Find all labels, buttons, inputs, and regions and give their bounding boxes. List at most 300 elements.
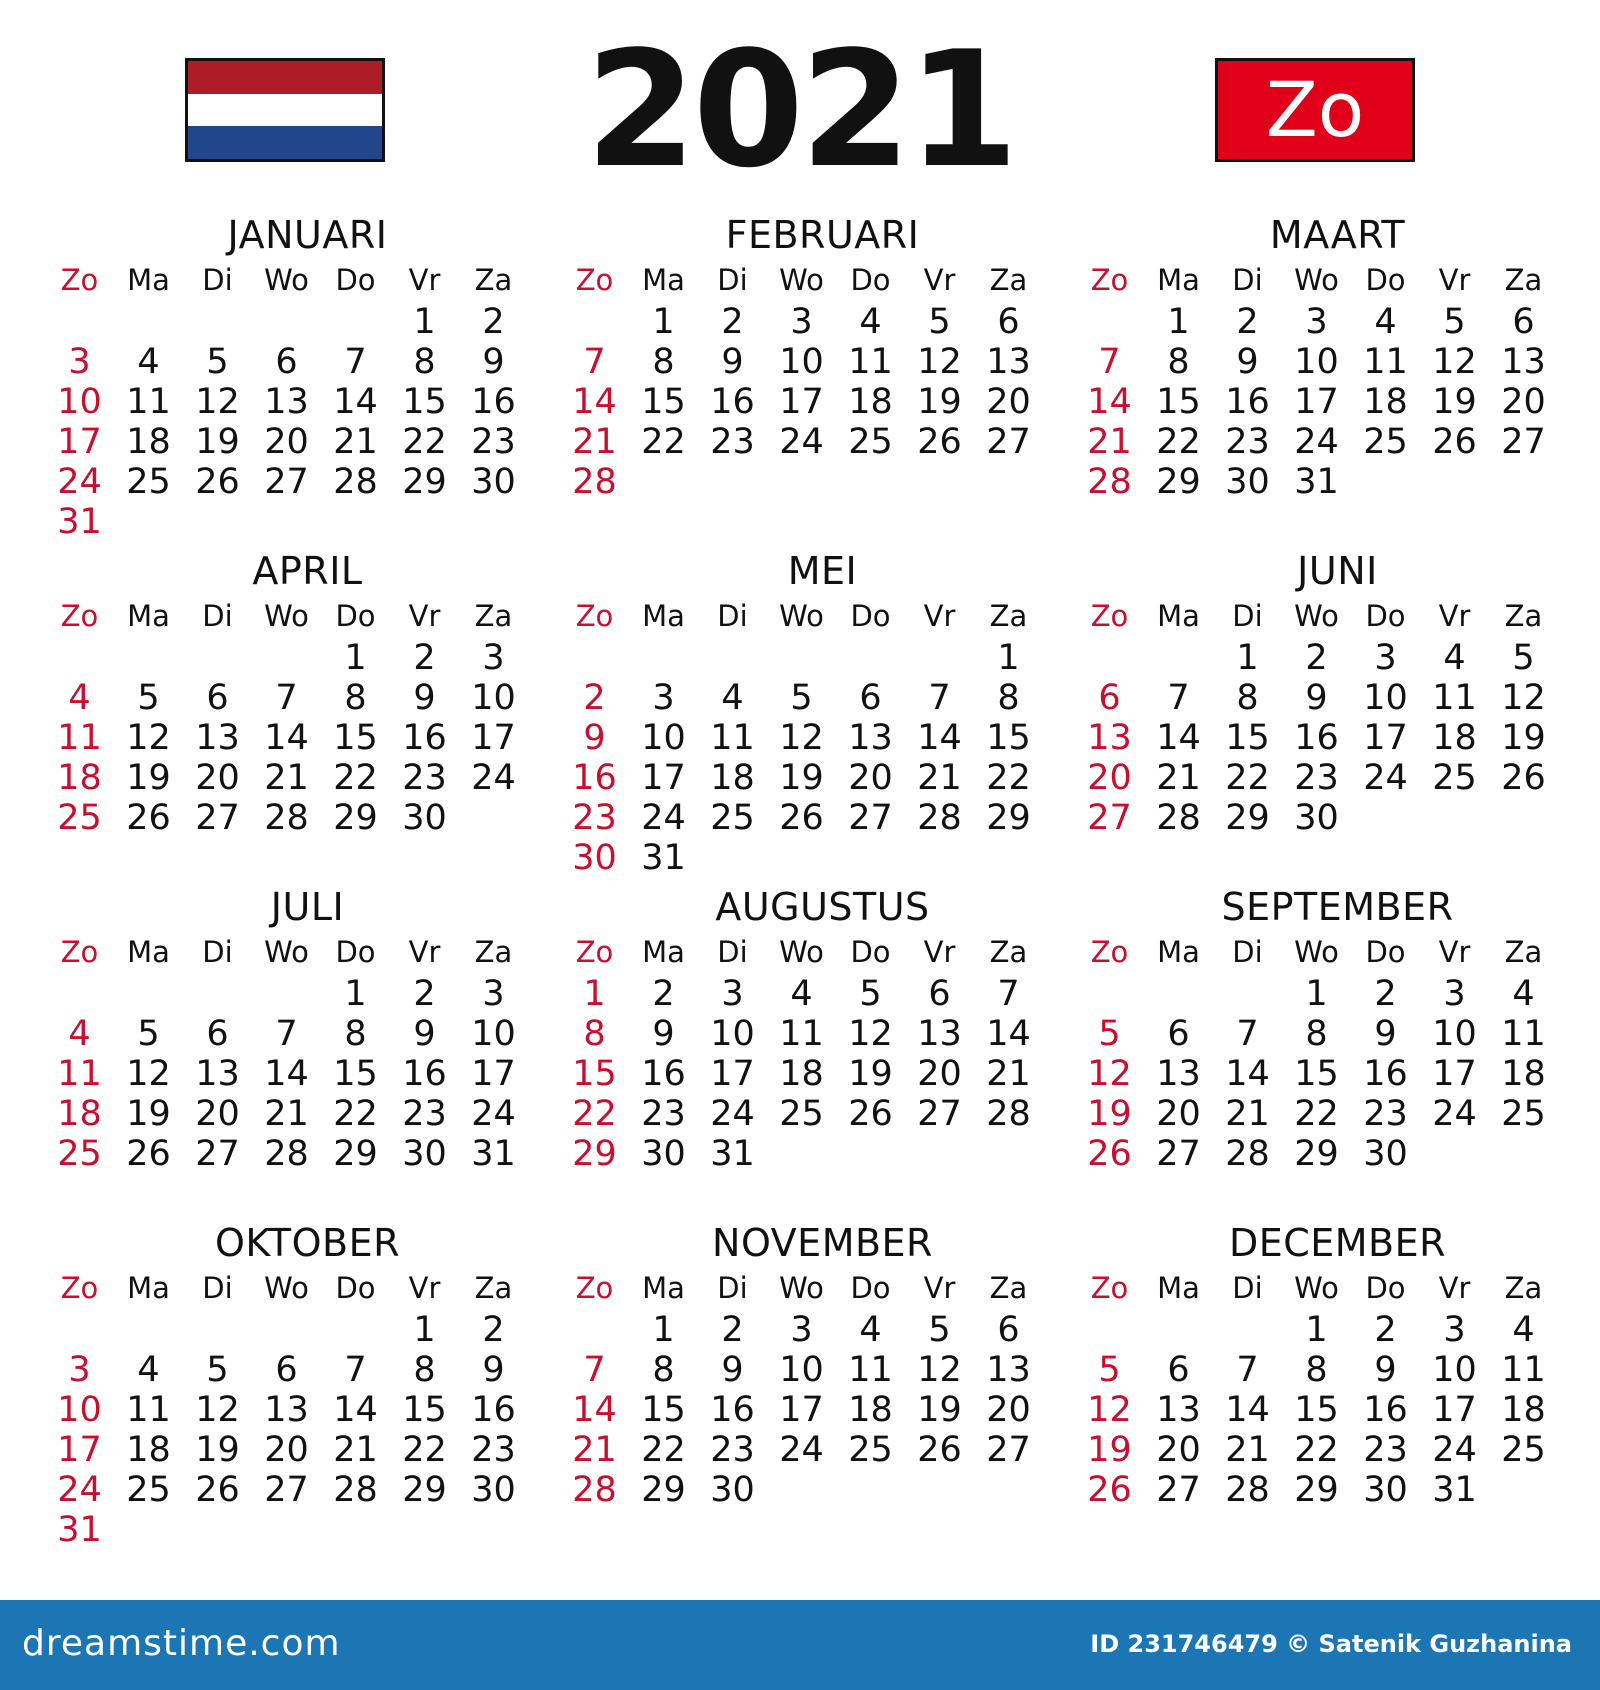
date-cell: 7 — [275, 1014, 298, 1054]
date-cell: 15 — [1225, 718, 1270, 758]
sunday-date: 18 — [57, 1094, 102, 1134]
week-row — [1075, 1350, 1560, 1390]
date-cell: 17 — [779, 1390, 824, 1430]
date-cell: 17 — [710, 1054, 755, 1094]
date-cell: 11 — [848, 342, 893, 382]
week-row — [45, 974, 530, 1014]
sunday-date: 14 — [572, 382, 617, 422]
weekday-label: Ma — [1157, 1271, 1200, 1305]
date-cell: 13 — [917, 1014, 962, 1054]
date-cell: 6 — [206, 1014, 229, 1054]
date-cell: 3 — [482, 974, 505, 1014]
week-row — [1075, 678, 1560, 718]
date-cell: 10 — [1432, 1014, 1477, 1054]
date-cell: 27 — [986, 1430, 1031, 1470]
date-cell: 18 — [1501, 1054, 1546, 1094]
sunday-date: 23 — [572, 798, 617, 838]
date-cell: 29 — [402, 1470, 447, 1510]
date-cell: 24 — [471, 1094, 516, 1134]
date-cell: 11 — [126, 1390, 171, 1430]
week-row — [1075, 1014, 1560, 1054]
date-cell: 14 — [264, 1054, 309, 1094]
sunday-date: 29 — [572, 1134, 617, 1174]
date-cell: 22 — [333, 758, 378, 798]
date-cell: 24 — [1432, 1094, 1477, 1134]
date-cell: 31 — [471, 1134, 516, 1174]
date-cell: 24 — [710, 1094, 755, 1134]
date-cell: 2 — [413, 638, 436, 678]
date-cell: 11 — [1363, 342, 1408, 382]
date-cell: 28 — [264, 1134, 309, 1174]
sunday-date: 28 — [572, 462, 617, 502]
date-cell: 22 — [1294, 1430, 1339, 1470]
weekday-label: Do — [850, 935, 891, 969]
sunday-date: 21 — [1087, 422, 1132, 462]
date-cell: 20 — [1156, 1430, 1201, 1470]
date-cell — [698, 838, 767, 878]
date-cell — [321, 1510, 390, 1550]
week-row — [560, 302, 1045, 342]
sunday-date: 11 — [57, 1054, 102, 1094]
date-cell: 16 — [1294, 718, 1339, 758]
date-cell: 4 — [790, 974, 813, 1014]
week-row — [1075, 1094, 1560, 1134]
weekday-label: Di — [1232, 935, 1263, 969]
date-cell: 14 — [1225, 1390, 1270, 1430]
date-cell: 12 — [1501, 678, 1546, 718]
date-cell: 5 — [790, 678, 813, 718]
date-cell: 3 — [790, 302, 813, 342]
week-row — [45, 1310, 530, 1350]
date-cell: 27 — [195, 1134, 240, 1174]
date-cell: 15 — [641, 382, 686, 422]
week-row — [45, 342, 530, 382]
date-cell — [767, 1470, 836, 1510]
date-cell: 23 — [402, 1094, 447, 1134]
week-row — [1075, 1430, 1560, 1470]
date-cell: 8 — [1167, 342, 1190, 382]
month-title: MEI — [787, 549, 858, 593]
weekday-label: Ma — [642, 935, 685, 969]
date-cell: 3 — [721, 974, 744, 1014]
date-cell: 22 — [1156, 422, 1201, 462]
week-row — [45, 718, 530, 758]
date-cell: 9 — [482, 342, 505, 382]
sunday-date: 28 — [1087, 462, 1132, 502]
month-title: SEPTEMBER — [1221, 885, 1454, 929]
date-cell: 20 — [917, 1054, 962, 1094]
weekday-label: Ma — [1157, 935, 1200, 969]
date-cell: 9 — [1374, 1014, 1397, 1054]
month-april — [45, 548, 530, 884]
date-cell: 11 — [1432, 678, 1477, 718]
weekday-label: Vr — [1438, 935, 1471, 969]
date-cell: 2 — [652, 974, 675, 1014]
date-cell: 2 — [1236, 302, 1259, 342]
date-cell: 24 — [1294, 422, 1339, 462]
date-cell: 11 — [126, 382, 171, 422]
date-cell: 10 — [641, 718, 686, 758]
date-cell: 23 — [641, 1094, 686, 1134]
date-cell: 19 — [848, 1054, 893, 1094]
weekday-label: Di — [717, 935, 748, 969]
weekday-header-row — [560, 594, 1045, 638]
date-cell — [1420, 798, 1489, 838]
week-row — [560, 678, 1045, 718]
date-cell — [1144, 974, 1213, 1014]
date-cell: 8 — [344, 1014, 367, 1054]
date-cell: 5 — [206, 342, 229, 382]
weekday-label: Do — [335, 935, 376, 969]
sunday-date: 19 — [1087, 1094, 1132, 1134]
weekday-label: Do — [1365, 599, 1406, 633]
sunday-date: 15 — [572, 1054, 617, 1094]
date-cell: 19 — [195, 1430, 240, 1470]
date-cell: 22 — [402, 422, 447, 462]
week-row — [1075, 1054, 1560, 1094]
date-cell: 16 — [1363, 1054, 1408, 1094]
date-cell: 27 — [917, 1094, 962, 1134]
month-title: JULI — [270, 885, 345, 929]
date-cell: 17 — [1432, 1390, 1477, 1430]
weekday-label: Do — [335, 1271, 376, 1305]
date-cell: 22 — [641, 1430, 686, 1470]
date-cell: 12 — [1432, 342, 1477, 382]
month-november — [560, 1220, 1045, 1556]
week-row — [45, 302, 530, 342]
sunday-date — [560, 302, 629, 342]
date-cell: 6 — [997, 302, 1020, 342]
date-cell: 20 — [1501, 382, 1546, 422]
image-credit: ID 231746479 © Satenik Guzhanina — [1090, 1630, 1572, 1658]
date-cell: 26 — [126, 1134, 171, 1174]
sunday-date: 4 — [68, 1014, 91, 1054]
date-cell: 6 — [1167, 1014, 1190, 1054]
date-cell: 29 — [1225, 798, 1270, 838]
date-cell: 22 — [1294, 1094, 1339, 1134]
date-cell: 9 — [1305, 678, 1328, 718]
sunday-date: 21 — [572, 422, 617, 462]
date-cell: 10 — [1294, 342, 1339, 382]
date-cell: 25 — [710, 798, 755, 838]
date-cell: 18 — [126, 1430, 171, 1470]
month-title: MAART — [1269, 213, 1406, 257]
week-row — [45, 758, 530, 798]
weekday-label: Za — [474, 263, 513, 297]
sunday-date — [1075, 302, 1144, 342]
sunday-date: 24 — [57, 1470, 102, 1510]
date-cell: 8 — [1305, 1014, 1328, 1054]
date-cell — [114, 1310, 183, 1350]
date-cell: 26 — [917, 1430, 962, 1470]
date-cell: 28 — [333, 462, 378, 502]
date-cell — [1144, 1310, 1213, 1350]
date-cell: 7 — [1236, 1350, 1259, 1390]
weekday-label: Ma — [127, 263, 170, 297]
date-cell: 22 — [333, 1094, 378, 1134]
weekday-label: Ma — [1157, 263, 1200, 297]
date-cell: 24 — [641, 798, 686, 838]
week-row — [560, 462, 1045, 502]
weekday-label: Zo — [575, 599, 614, 633]
date-cell: 6 — [997, 1310, 1020, 1350]
weekday-label: Di — [202, 1271, 233, 1305]
date-cell: 10 — [779, 1350, 824, 1390]
week-row — [1075, 1310, 1560, 1350]
date-cell — [252, 1510, 321, 1550]
date-cell — [1213, 974, 1282, 1014]
sunday-date: 7 — [583, 1350, 606, 1390]
month-september — [1075, 884, 1560, 1220]
date-cell: 16 — [710, 1390, 755, 1430]
date-cell: 1 — [1305, 1310, 1328, 1350]
date-cell: 10 — [471, 1014, 516, 1054]
weekday-label: Di — [1232, 1271, 1263, 1305]
date-cell: 2 — [721, 1310, 744, 1350]
date-cell: 9 — [413, 1014, 436, 1054]
date-cell: 10 — [710, 1014, 755, 1054]
sunday-date: 8 — [583, 1014, 606, 1054]
date-cell — [905, 838, 974, 878]
date-cell — [1420, 1134, 1489, 1174]
date-cell: 30 — [471, 1470, 516, 1510]
date-cell: 19 — [1432, 382, 1477, 422]
date-cell — [1489, 462, 1558, 502]
date-cell: 8 — [1236, 678, 1259, 718]
date-cell — [836, 1470, 905, 1510]
date-cell: 23 — [1363, 1430, 1408, 1470]
date-cell: 25 — [779, 1094, 824, 1134]
date-cell — [836, 1134, 905, 1174]
weekday-label: Vr — [923, 263, 956, 297]
weekday-label: Ma — [642, 263, 685, 297]
sunday-date: 7 — [1098, 342, 1121, 382]
date-cell: 30 — [710, 1470, 755, 1510]
date-cell: 7 — [344, 342, 367, 382]
date-cell: 21 — [333, 1430, 378, 1470]
date-cell — [183, 502, 252, 542]
date-cell: 11 — [779, 1014, 824, 1054]
date-cell — [629, 638, 698, 678]
date-cell: 13 — [1156, 1054, 1201, 1094]
month-title: NOVEMBER — [712, 1221, 933, 1265]
date-cell — [321, 302, 390, 342]
weekday-label: Ma — [127, 599, 170, 633]
date-cell — [698, 462, 767, 502]
date-cell: 8 — [652, 342, 675, 382]
date-cell: 1 — [344, 638, 367, 678]
date-cell: 12 — [917, 342, 962, 382]
date-cell: 21 — [333, 422, 378, 462]
date-cell: 28 — [333, 1470, 378, 1510]
date-cell: 5 — [1443, 302, 1466, 342]
date-cell: 27 — [264, 1470, 309, 1510]
weekday-label: Di — [202, 935, 233, 969]
weekday-label: Zo — [60, 263, 99, 297]
week-row — [560, 342, 1045, 382]
date-cell: 26 — [195, 1470, 240, 1510]
sunday-date: 9 — [583, 718, 606, 758]
date-cell: 6 — [1512, 302, 1535, 342]
weekday-label: Vr — [923, 599, 956, 633]
date-cell: 30 — [1225, 462, 1270, 502]
date-cell: 4 — [1374, 302, 1397, 342]
date-cell: 21 — [1225, 1430, 1270, 1470]
date-cell: 4 — [1512, 974, 1535, 1014]
date-cell — [252, 302, 321, 342]
week-row — [45, 1094, 530, 1134]
date-cell — [1351, 462, 1420, 502]
date-cell: 7 — [1167, 678, 1190, 718]
sunday-date: 25 — [57, 1134, 102, 1174]
weekday-label: Vr — [408, 1271, 441, 1305]
date-cell: 18 — [710, 758, 755, 798]
date-cell: 25 — [848, 422, 893, 462]
date-cell: 17 — [779, 382, 824, 422]
weekday-label: Ma — [1157, 599, 1200, 633]
month-title: AUGUSTUS — [715, 885, 930, 929]
date-cell: 29 — [1156, 462, 1201, 502]
date-cell: 1 — [997, 638, 1020, 678]
sunday-date: 20 — [1087, 758, 1132, 798]
date-cell: 17 — [1432, 1054, 1477, 1094]
weekday-label: Di — [717, 263, 748, 297]
date-cell: 8 — [652, 1350, 675, 1390]
date-cell: 15 — [1294, 1054, 1339, 1094]
date-cell — [321, 1310, 390, 1350]
month-title: OKTOBER — [215, 1221, 400, 1265]
week-row — [560, 838, 1045, 878]
weekday-label: Zo — [60, 935, 99, 969]
date-cell — [390, 1510, 459, 1550]
weekday-header-row — [1075, 594, 1560, 638]
date-cell: 21 — [1225, 1094, 1270, 1134]
weekday-header-row — [45, 594, 530, 638]
date-cell: 3 — [652, 678, 675, 718]
date-cell: 18 — [1501, 1390, 1546, 1430]
date-cell: 28 — [1225, 1470, 1270, 1510]
date-cell: 17 — [1363, 718, 1408, 758]
sunday-date: 22 — [572, 1094, 617, 1134]
date-cell — [390, 502, 459, 542]
date-cell — [974, 462, 1043, 502]
date-cell: 5 — [928, 302, 951, 342]
date-cell — [1489, 1470, 1558, 1510]
date-cell: 28 — [917, 798, 962, 838]
weekday-label: Zo — [60, 1271, 99, 1305]
week-row — [1075, 462, 1560, 502]
date-cell: 2 — [482, 1310, 505, 1350]
month-title: JUNI — [1297, 549, 1378, 593]
weekday-label: Wo — [1294, 599, 1339, 633]
date-cell: 19 — [779, 758, 824, 798]
sunday-date: 18 — [57, 758, 102, 798]
date-cell: 24 — [1363, 758, 1408, 798]
date-cell: 21 — [917, 758, 962, 798]
date-cell: 1 — [1305, 974, 1328, 1014]
date-cell: 19 — [917, 382, 962, 422]
date-cell: 14 — [264, 718, 309, 758]
date-cell: 13 — [195, 718, 240, 758]
date-cell: 8 — [413, 1350, 436, 1390]
month-title: FEBRUARI — [725, 213, 920, 257]
date-cell: 12 — [917, 1350, 962, 1390]
weekday-label: Za — [1504, 935, 1543, 969]
date-cell: 9 — [482, 1350, 505, 1390]
date-cell: 18 — [126, 422, 171, 462]
date-cell: 30 — [1363, 1134, 1408, 1174]
date-cell: 1 — [344, 974, 367, 1014]
date-cell: 27 — [848, 798, 893, 838]
date-cell: 13 — [986, 342, 1031, 382]
site-name: dreamstime.com — [22, 1623, 341, 1664]
weekday-label: Zo — [1090, 1271, 1129, 1305]
date-cell — [114, 1510, 183, 1550]
date-cell: 8 — [1305, 1350, 1328, 1390]
date-cell: 5 — [137, 678, 160, 718]
date-cell: 3 — [1443, 1310, 1466, 1350]
weekday-label: Za — [989, 1271, 1028, 1305]
date-cell: 25 — [1363, 422, 1408, 462]
sunday-date: 17 — [57, 422, 102, 462]
footer-bar — [0, 1600, 1600, 1690]
week-start-badge: Zo — [1215, 58, 1415, 162]
date-cell: 30 — [1294, 798, 1339, 838]
date-cell: 22 — [641, 422, 686, 462]
sunday-date: 16 — [572, 758, 617, 798]
weekday-label: Za — [474, 935, 513, 969]
weekday-label: Vr — [408, 263, 441, 297]
week-row — [45, 502, 530, 542]
weekday-label: Di — [717, 599, 748, 633]
date-cell — [905, 1470, 974, 1510]
date-cell: 18 — [1432, 718, 1477, 758]
date-cell: 13 — [264, 1390, 309, 1430]
date-cell: 30 — [402, 1134, 447, 1174]
weekday-header-row — [45, 258, 530, 302]
date-cell: 2 — [1305, 638, 1328, 678]
week-row — [560, 798, 1045, 838]
date-cell — [459, 1510, 528, 1550]
date-cell — [767, 1134, 836, 1174]
date-cell: 9 — [721, 342, 744, 382]
weekday-label: Ma — [642, 1271, 685, 1305]
date-cell: 22 — [402, 1430, 447, 1470]
date-cell: 23 — [471, 422, 516, 462]
month-title: JANUARI — [227, 213, 388, 257]
date-cell: 27 — [1156, 1134, 1201, 1174]
date-cell — [767, 638, 836, 678]
date-cell — [1420, 462, 1489, 502]
weekday-label: Wo — [264, 263, 309, 297]
weekday-label: Do — [335, 599, 376, 633]
date-cell — [698, 638, 767, 678]
date-cell: 9 — [721, 1350, 744, 1390]
date-cell: 11 — [1501, 1014, 1546, 1054]
date-cell: 24 — [779, 422, 824, 462]
date-cell: 20 — [986, 382, 1031, 422]
date-cell: 26 — [779, 798, 824, 838]
date-cell: 28 — [264, 798, 309, 838]
date-cell: 25 — [126, 1470, 171, 1510]
weekday-label: Vr — [923, 1271, 956, 1305]
month-title: APRIL — [252, 549, 363, 593]
date-cell: 13 — [195, 1054, 240, 1094]
date-cell: 10 — [1432, 1350, 1477, 1390]
date-cell: 19 — [917, 1390, 962, 1430]
week-row — [1075, 1134, 1560, 1174]
week-row — [560, 1390, 1045, 1430]
